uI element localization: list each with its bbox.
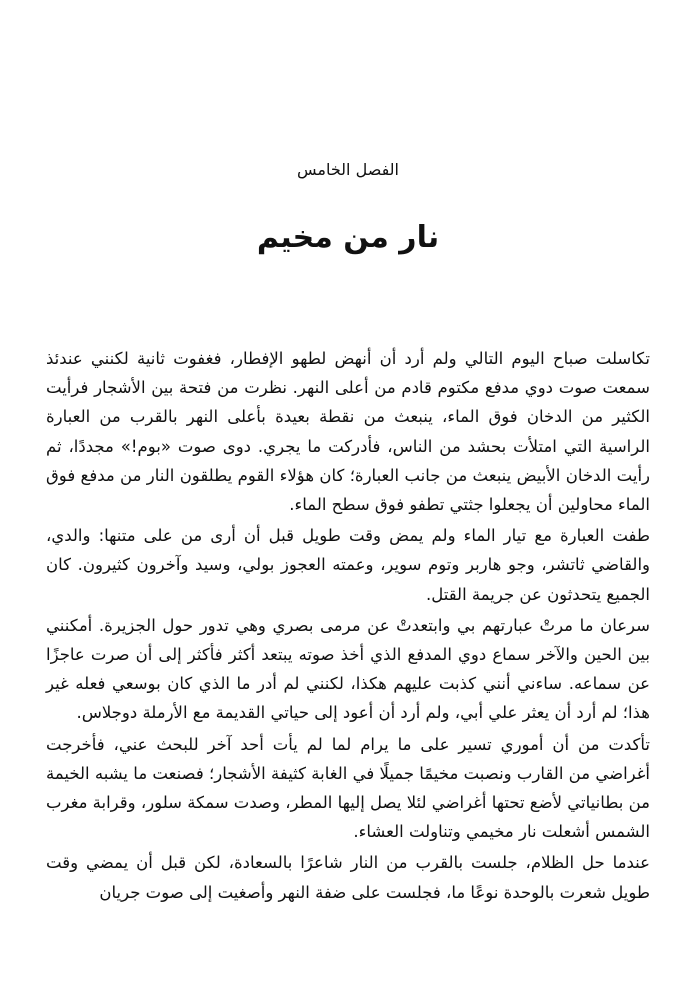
paragraph: تكاسلت صباح اليوم التالي ولم أرد أن أنهض لطهو الإفطار، فغفوت ثانية لكنني عندئذ سمعت صوت دوي مدفع مكتوم قادم من أعلى النهر. نظرت من فتحة بين الأشجار فرأيت الكثير من الدخان فوق الماء، ينبعث من نقطة بعيدة بأعلى النهر بالقرب من العبارة الراسية التي امتلأت بحشد من الناس، فأدركت ما يجري. دوى صوت «بوم!» مجددًا، ثم رأيت الدخان الأبيض ينبعث من جانب العبارة؛ كان هؤلاء القوم يطلقون النار من مدفع فوق الماء محاولين أن يجعلوا جثتي تطفو فوق سطح الماء. <box>46 349 650 515</box>
paragraph: عندما حل الظلام، جلست بالقرب من النار شاعرًا بالسعادة، لكن قبل أن يمضي وقت طويل شعرت بالوحدة نوعًا ما، فجلست على ضفة النهر وأصغيت إلى صوت جريان <box>46 853 650 902</box>
chapter-label: الفصل الخامس <box>297 160 399 179</box>
paragraph: سرعان ما مرتْ عبارتهم بي وابتعدتْ عن مرمى بصري وهي تدور حول الجزيرة. أمكنني بين الحين والآخر سماع دوي المدفع الذي أخذ صوته يبتعد أكثر فأكثر إلى أن صرت عاجزًا عن سماعه. ساءني أنني كذبت عليهم هكذا، لكنني لم أدر ما الذي كان بوسعي فعله غير هذا؛ لم أرد أن يعثر علي أبي، ولم أرد أن أعود إلى حياتي القديمة مع الأرملة دوجلاس. <box>46 615 650 723</box>
chapter-body <box>46 344 650 909</box>
paragraph: طفت العبارة مع تيار الماء ولم يمض وقت طويل قبل أن أرى من على متنها: والدي، والقاضي ثاتشر، وجو هاربر وتوم سوير، وعمته العجوز بولي، وسيد وآخرون كثيرون. كان الجميع يتحدثون عن جريمة القتل. <box>46 526 650 604</box>
chapter-title: نار من مخيم <box>256 220 440 255</box>
paragraph: تأكدت من أن أموري تسير على ما يرام لما لم يأت أحد آخر للبحث عني، فأخرجت أغراضي من القارب ونصبت مخيمًا جميلًا في الغابة كثيفة الأشجار؛ فصنعت ما يشبه الخيمة من بطانياتي لأضع تحتها أغراضي لئلا يصل إليها المطر، وصدت سمكة سلور، وقرابة مغرب الشمس أشعلت نار مخيمي وتناولت العشاء. <box>45 734 650 842</box>
